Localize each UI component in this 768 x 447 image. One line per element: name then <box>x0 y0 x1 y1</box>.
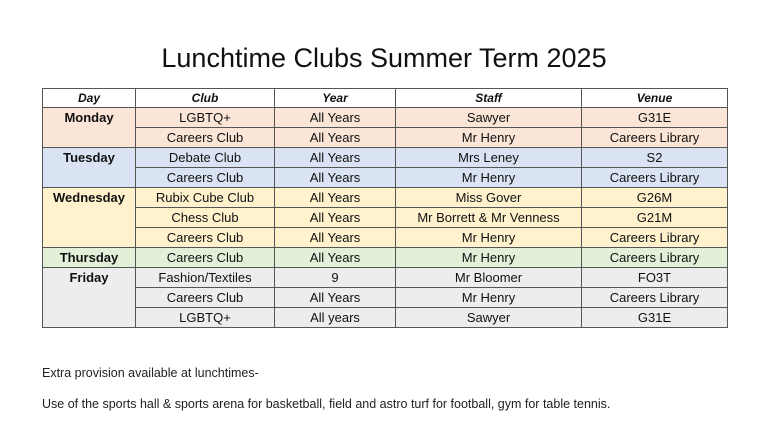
table-row <box>43 268 728 288</box>
staff-cell: Mrs Leney <box>396 148 582 168</box>
year-cell: All Years <box>275 168 396 188</box>
staff-cell: Mr Henry <box>396 288 582 308</box>
table-body <box>43 108 728 328</box>
day-cell: Wednesday <box>43 188 136 248</box>
staff-cell: Mr Henry <box>396 228 582 248</box>
club-cell: Chess Club <box>136 208 275 228</box>
table-row <box>43 148 728 168</box>
header-venue: Venue <box>582 89 728 108</box>
day-cell: Friday <box>43 268 136 328</box>
venue-cell: G21M <box>582 208 728 228</box>
staff-cell: Mr Henry <box>396 128 582 148</box>
year-cell: All Years <box>275 148 396 168</box>
staff-cell: Miss Gover <box>396 188 582 208</box>
staff-cell: Mr Henry <box>396 248 582 268</box>
table-header-row <box>43 89 728 108</box>
header-day: Day <box>43 89 136 108</box>
year-cell: All years <box>275 308 396 328</box>
club-cell: Careers Club <box>136 128 275 148</box>
clubs-table <box>42 88 728 328</box>
table-row <box>43 308 728 328</box>
extra-provision-note: Extra provision available at lunchtimes- <box>42 366 259 380</box>
staff-cell: Mr Borrett & Mr Venness <box>396 208 582 228</box>
header-club: Club <box>136 89 275 108</box>
table-row <box>43 248 728 268</box>
club-cell: LGBTQ+ <box>136 308 275 328</box>
venue-cell: G31E <box>582 308 728 328</box>
year-cell: 9 <box>275 268 396 288</box>
club-cell: Rubix Cube Club <box>136 188 275 208</box>
header-year: Year <box>275 89 396 108</box>
venue-cell: Careers Library <box>582 168 728 188</box>
table-row <box>43 128 728 148</box>
staff-cell: Mr Bloomer <box>396 268 582 288</box>
year-cell: All Years <box>275 228 396 248</box>
venue-cell: Careers Library <box>582 288 728 308</box>
day-cell: Thursday <box>43 248 136 268</box>
club-cell: LGBTQ+ <box>136 108 275 128</box>
year-cell: All Years <box>275 288 396 308</box>
staff-cell: Sawyer <box>396 108 582 128</box>
club-cell: Careers Club <box>136 168 275 188</box>
staff-cell: Mr Henry <box>396 168 582 188</box>
club-cell: Careers Club <box>136 288 275 308</box>
venue-cell: G26M <box>582 188 728 208</box>
club-cell: Fashion/Textiles <box>136 268 275 288</box>
table-row <box>43 288 728 308</box>
staff-cell: Sawyer <box>396 308 582 328</box>
header-staff: Staff <box>396 89 582 108</box>
table-row <box>43 228 728 248</box>
year-cell: All Years <box>275 108 396 128</box>
table-row <box>43 108 728 128</box>
table-row <box>43 168 728 188</box>
year-cell: All Years <box>275 248 396 268</box>
year-cell: All Years <box>275 128 396 148</box>
day-cell: Tuesday <box>43 148 136 188</box>
table-row <box>43 208 728 228</box>
year-cell: All Years <box>275 208 396 228</box>
sports-facilities-note: Use of the sports hall & sports arena for basketball, field and astro turf for football, gym for table tennis. <box>42 397 611 411</box>
venue-cell: S2 <box>582 148 728 168</box>
page-title: Lunchtime Clubs Summer Term 2025 <box>161 43 607 73</box>
venue-cell: G31E <box>582 108 728 128</box>
club-cell: Careers Club <box>136 248 275 268</box>
club-cell: Debate Club <box>136 148 275 168</box>
venue-cell: Careers Library <box>582 128 728 148</box>
day-cell: Monday <box>43 108 136 148</box>
venue-cell: Careers Library <box>582 248 728 268</box>
venue-cell: Careers Library <box>582 228 728 248</box>
club-cell: Careers Club <box>136 228 275 248</box>
table-row <box>43 188 728 208</box>
year-cell: All Years <box>275 188 396 208</box>
venue-cell: FO3T <box>582 268 728 288</box>
